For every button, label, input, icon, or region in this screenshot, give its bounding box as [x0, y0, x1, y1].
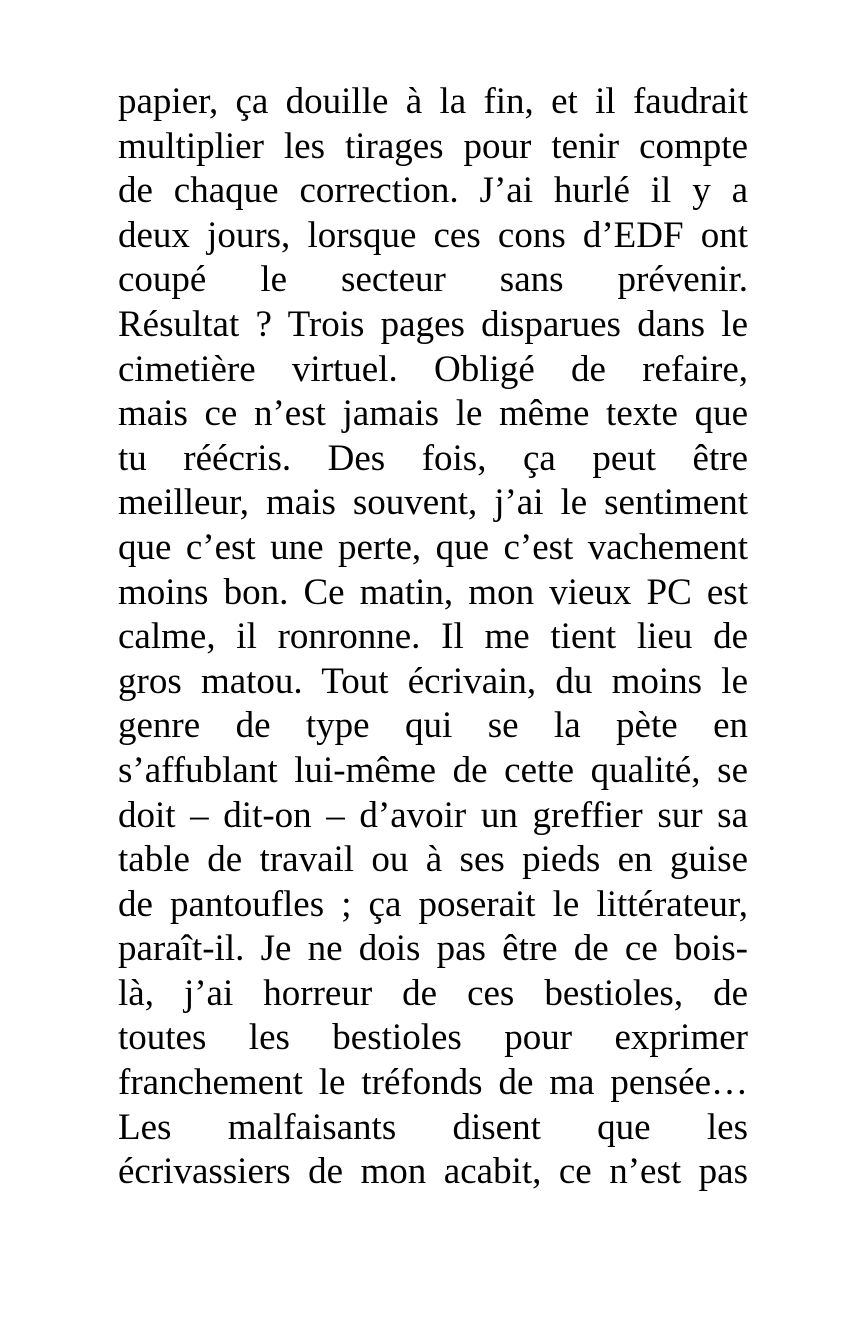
text-line: de chaque correction. J’ai hurlé il y a — [118, 170, 748, 212]
text-line: s’affublant lui-même de cette qualité, se — [118, 749, 748, 791]
text-line: de pantoufles ; ça poserait le littérateur, — [118, 883, 748, 925]
text-line: multiplier les tirages pour tenir compte — [118, 125, 748, 167]
text-line: table de travail ou à ses pieds en guise — [118, 839, 748, 881]
text-line: calme, il ronronne. Il me tient lieu de — [118, 616, 748, 658]
text-line: paraît-il. Je ne dois pas être de ce bois- — [118, 928, 748, 970]
text-line: moins bon. Ce matin, mon vieux PC est — [118, 571, 748, 613]
text-line: mais ce n’est jamais le même texte que — [118, 393, 748, 435]
body-text — [118, 80, 748, 1195]
text-line: papier, ça douille à la fin, et il faudrait — [118, 81, 748, 122]
text-line: franchement le tréfonds de ma pensée… — [118, 1062, 748, 1104]
text-line: que c’est une perte, que c’est vachement — [118, 526, 748, 568]
text-line: Les malfaisants disent que les — [118, 1106, 748, 1148]
text-line: genre de type qui se la pète en — [118, 705, 748, 747]
text-line: écrivassiers de mon acabit, ce n’est pas — [118, 1151, 748, 1193]
text-line: deux jours, lorsque ces cons d’EDF ont — [118, 214, 748, 256]
text-line: cimetière virtuel. Obligé de refaire, — [118, 348, 748, 390]
text-line: tu réécris. Des fois, ça peut être — [118, 437, 748, 479]
text-line: coupé le secteur sans prévenir. — [118, 259, 748, 301]
text-line: meilleur, mais souvent, j’ai le sentiment — [118, 482, 748, 524]
text-line: là, j’ai horreur de ces bestioles, de — [118, 972, 748, 1014]
text-line: gros matou. Tout écrivain, du moins le — [118, 660, 748, 702]
text-line: doit – dit-on – d’avoir un greffier sur sa — [118, 794, 748, 836]
text-line: toutes les bestioles pour exprimer — [118, 1017, 748, 1059]
text-line: Résultat ? Trois pages disparues dans le — [118, 303, 748, 345]
